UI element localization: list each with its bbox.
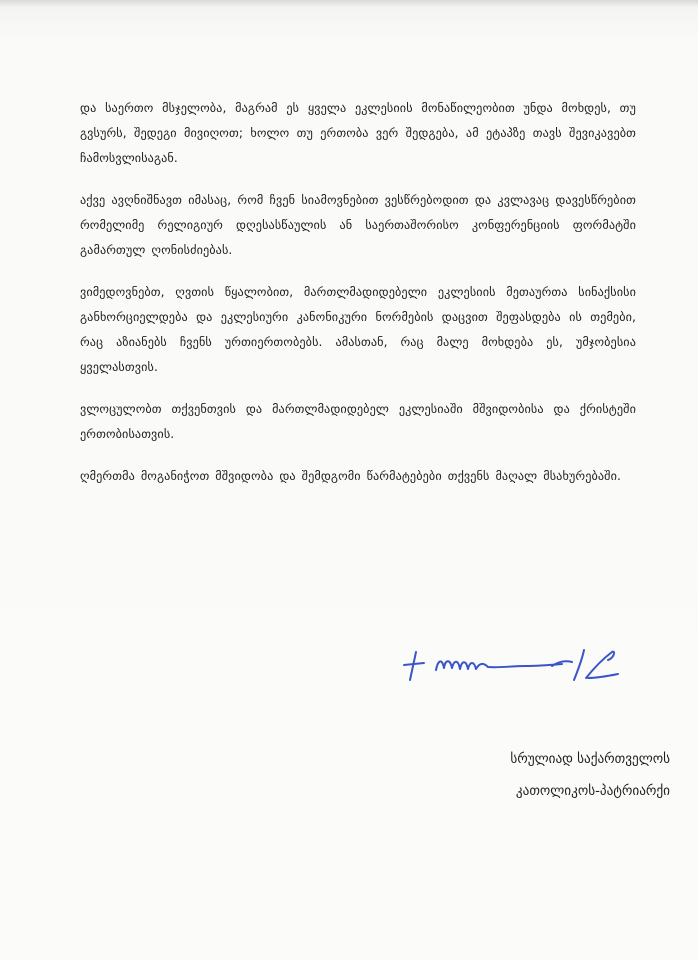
paragraph-attendance: აქვე ავღნიშნავთ იმასაც, რომ ჩვენ სიამოვნებით ვესწრებოდით და კვლავაც დავესწრებით რომელიმე რელიგიურ დღესასწაულის ან საერთაშორისო კონფერენციის ფორმატში გამართულ ღონისძიებას.	[80, 193, 636, 257]
letter-body	[80, 96, 636, 506]
paragraph-prayer: ვლოცულობთ თქვენთვის და მართლმადიდებელ ეკლესიაში მშვიდობისა და ქრისტეში ერთობისათვის.	[80, 402, 636, 441]
paragraph-continuation: და საერთო მსჯელობა, მაგრამ ეს ყველა ეკლესიის მონაწილეობით უნდა მოხდეს, თუ გვსურს, შედეგი მივიღოთ; ხოლო თუ ერთობა ვერ შედგება, ამ ეტაპზე თავს შევიკავებთ ჩამოსვლისაგან.	[80, 101, 636, 165]
paragraph-blessing: ღმერთმა მოგანიჭოთ მშვიდობა და შემდგომი წარმატებები თქვენს მაღალ მსახურებაში.	[80, 469, 621, 483]
handwritten-signature	[402, 638, 632, 688]
paper-top-edge	[0, 0, 698, 7]
signatory-title	[470, 744, 670, 808]
signatory-title-line-1: სრულიად საქართველოს	[510, 752, 670, 767]
paragraph-synaxis-hope: ვიმედოვნებთ, ღვთის წყალობით, მართლმადიდებელი ეკლესიის მეთაურთა სინაქსისი განხორციელდება და ეკლესიური კანონიკური ნორმების დაცვით შეფასდება ის თემები, რაც აზიანებს ჩვენს ურთიერთობებს. ამასთან, რაც მალე მოხდება ეს, უმჯობესია ყველასთვის.	[80, 285, 636, 374]
signatory-title-line-2: კათოლიკოს-პატრიარქი	[515, 784, 670, 799]
